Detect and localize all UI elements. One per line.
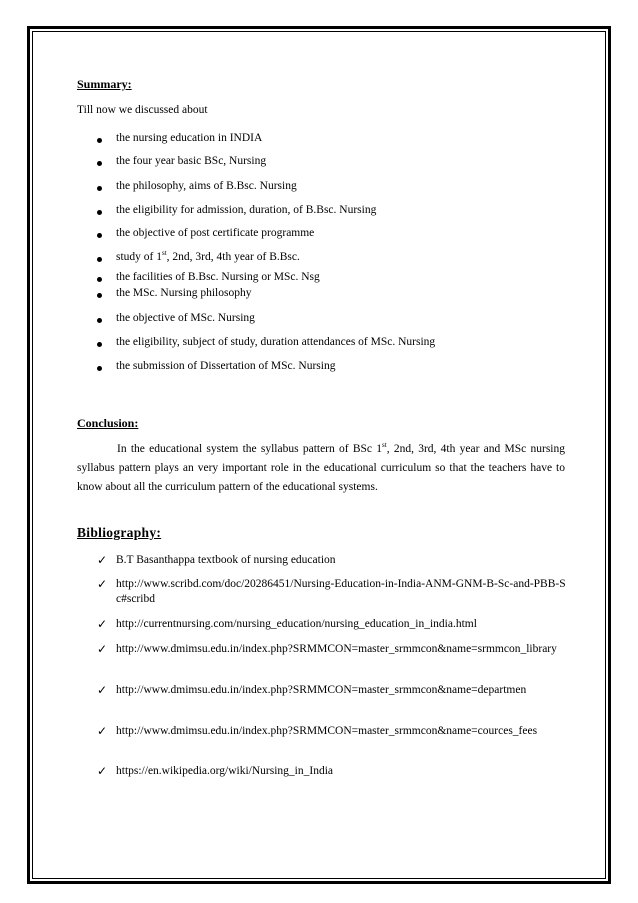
checkmark-icon: ✓ bbox=[97, 577, 108, 591]
bullet-dot-icon bbox=[97, 293, 102, 298]
list-item: the eligibility for admission, duration, of B.Bsc. Nursing bbox=[77, 204, 376, 216]
list-item: the nursing education in INDIA bbox=[77, 132, 262, 144]
checkmark-icon: ✓ bbox=[97, 764, 108, 778]
bullet-dot-icon bbox=[97, 277, 102, 282]
bullet-dot-icon bbox=[97, 161, 102, 166]
list-item: the facilities of B.Bsc. Nursing or MSc. Nsg bbox=[77, 271, 320, 283]
list-item: the philosophy, aims of B.Bsc. Nursing bbox=[77, 180, 297, 192]
list-item: ✓ B.T Basanthappa textbook of nursing education bbox=[97, 553, 336, 567]
bullet-dot-icon bbox=[97, 257, 102, 262]
summary-heading: Summary: bbox=[77, 77, 132, 91]
checkmark-icon: ✓ bbox=[97, 642, 108, 656]
bullet-dot-icon bbox=[97, 342, 102, 347]
study-years-item: study of 1st, 2nd, 3rd, 4th year of B.Bsc. bbox=[116, 249, 300, 263]
bullet-dot-icon bbox=[97, 186, 102, 191]
bullet-dot-icon bbox=[97, 233, 102, 238]
checkmark-icon: ✓ bbox=[97, 683, 108, 697]
list-item: ✓ http://www.scribd.com/doc/20286451/Nursing-Education-in-India-ANM-GNM-B-Sc-and-PBB-Sc#scribd bbox=[97, 577, 566, 605]
list-item: ✓ http://currentnursing.com/nursing_education/nursing_education_in_india.html bbox=[97, 617, 477, 631]
bullet-dot-icon bbox=[97, 210, 102, 215]
summary-intro: Till now we discussed about bbox=[77, 104, 208, 116]
list-item: the eligibility, subject of study, duration attendances of MSc. Nursing bbox=[77, 336, 435, 348]
list-item: the objective of post certificate programme bbox=[77, 227, 314, 239]
bullet-dot-icon bbox=[97, 318, 102, 323]
list-item: the four year basic BSc, Nursing bbox=[77, 155, 266, 167]
conclusion-paragraph: In the educational system the syllabus pattern of BSc 1st, 2nd, 3rd, 4th year and MSc nursing syllabus pattern plays an very important role in the educational curriculum so that the teachers have to know about all the curriculum pattern of the educational systems. bbox=[77, 441, 565, 493]
list-item: ✓ http://www.dmimsu.edu.in/index.php?SRMMCON=master_srmmcon&name=departmen bbox=[97, 683, 527, 697]
bibliography-heading: Bibliography: bbox=[77, 525, 162, 540]
checkmark-icon: ✓ bbox=[97, 617, 108, 631]
conclusion-heading: Conclusion: bbox=[77, 416, 139, 430]
list-item: ✓ https://en.wikipedia.org/wiki/Nursing_in_India bbox=[97, 764, 333, 778]
list-item: ✓ http://www.dmimsu.edu.in/index.php?SRMMCON=master_srmmcon&name=srmmcon_library bbox=[97, 642, 557, 656]
list-item: the objective of MSc. Nursing bbox=[77, 312, 255, 324]
list-item: the submission of Dissertation of MSc. Nursing bbox=[77, 360, 335, 372]
list-item: the MSc. Nursing philosophy bbox=[77, 287, 251, 299]
bullet-dot-icon bbox=[97, 366, 102, 371]
checkmark-icon: ✓ bbox=[97, 724, 108, 738]
checkmark-icon: ✓ bbox=[97, 553, 108, 567]
list-item: ✓ http://www.dmimsu.edu.in/index.php?SRMMCON=master_srmmcon&name=cources_fees bbox=[97, 724, 538, 738]
bullet-dot-icon bbox=[97, 138, 102, 143]
list-item bbox=[77, 251, 300, 263]
